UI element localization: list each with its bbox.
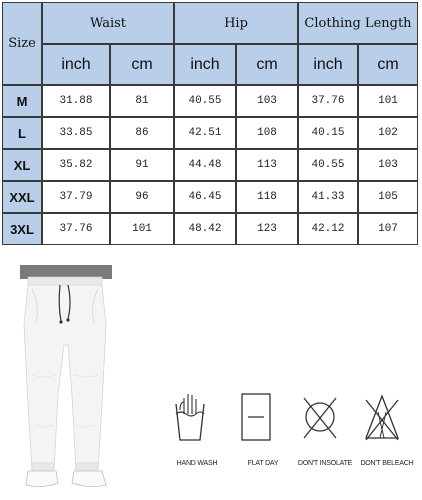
unit-header: cm xyxy=(236,44,298,85)
table-cell: 103 xyxy=(358,149,418,181)
table-cell: 42.51 xyxy=(174,117,236,149)
care-label: HAND WASH xyxy=(176,460,218,467)
table-cell: 35.82 xyxy=(42,149,110,181)
dont-bleach-icon xyxy=(360,388,404,444)
table-cell: 37.76 xyxy=(298,85,358,117)
size-label: L xyxy=(2,117,42,149)
table-cell: 118 xyxy=(236,181,298,213)
care-dont-bleach xyxy=(356,388,418,470)
unit-header: cm xyxy=(110,44,174,85)
care-flat-dry xyxy=(232,388,294,470)
table-cell: 41.33 xyxy=(298,181,358,213)
table-cell: 86 xyxy=(110,117,174,149)
table-cell: 40.55 xyxy=(174,85,236,117)
unit-header: cm xyxy=(358,44,418,85)
table-cell: 42.12 xyxy=(298,213,358,245)
size-chart-table xyxy=(2,2,418,245)
table-cell: 113 xyxy=(236,149,298,181)
table-cell: 108 xyxy=(236,117,298,149)
unit-header: inch xyxy=(298,44,358,85)
hand-wash-icon xyxy=(170,388,210,444)
size-column-header: Size xyxy=(2,2,42,85)
clothing-length-header: Clothing Length xyxy=(298,2,418,44)
table-cell: 31.88 xyxy=(42,85,110,117)
table-cell: 101 xyxy=(358,85,418,117)
care-dont-insolate xyxy=(294,388,356,470)
unit-header: inch xyxy=(174,44,236,85)
table-cell: 40.15 xyxy=(298,117,358,149)
waist-header: Waist xyxy=(42,2,174,44)
table-cell: 103 xyxy=(236,85,298,117)
table-cell: 101 xyxy=(110,213,174,245)
unit-header: inch xyxy=(42,44,110,85)
care-hand-wash xyxy=(166,388,228,470)
table-cell: 105 xyxy=(358,181,418,213)
table-cell: 48.42 xyxy=(174,213,236,245)
table-cell: 44.48 xyxy=(174,149,236,181)
table-cell: 107 xyxy=(358,213,418,245)
care-label: DON'T INSOLATE xyxy=(297,460,353,467)
table-cell: 33.85 xyxy=(42,117,110,149)
table-cell: 123 xyxy=(236,213,298,245)
table-cell: 102 xyxy=(358,117,418,149)
table-cell: 40.55 xyxy=(298,149,358,181)
flat-dry-icon xyxy=(236,388,276,444)
table-cell: 96 xyxy=(110,181,174,213)
product-photo-white-jogger-pants xyxy=(6,265,124,495)
table-cell: 37.76 xyxy=(42,213,110,245)
table-cell: 91 xyxy=(110,149,174,181)
dont-insolate-icon xyxy=(298,388,342,444)
table-cell: 46.45 xyxy=(174,181,236,213)
size-label: 3XL xyxy=(2,213,42,245)
care-label: DON'T BELEACH xyxy=(360,460,414,467)
care-label: FLAT DAY xyxy=(247,460,279,467)
table-cell: 37.79 xyxy=(42,181,110,213)
size-label: M xyxy=(2,85,42,117)
table-cell: 81 xyxy=(110,85,174,117)
hip-header: Hip xyxy=(174,2,298,44)
size-label: XXL xyxy=(2,181,42,213)
size-label: XL xyxy=(2,149,42,181)
